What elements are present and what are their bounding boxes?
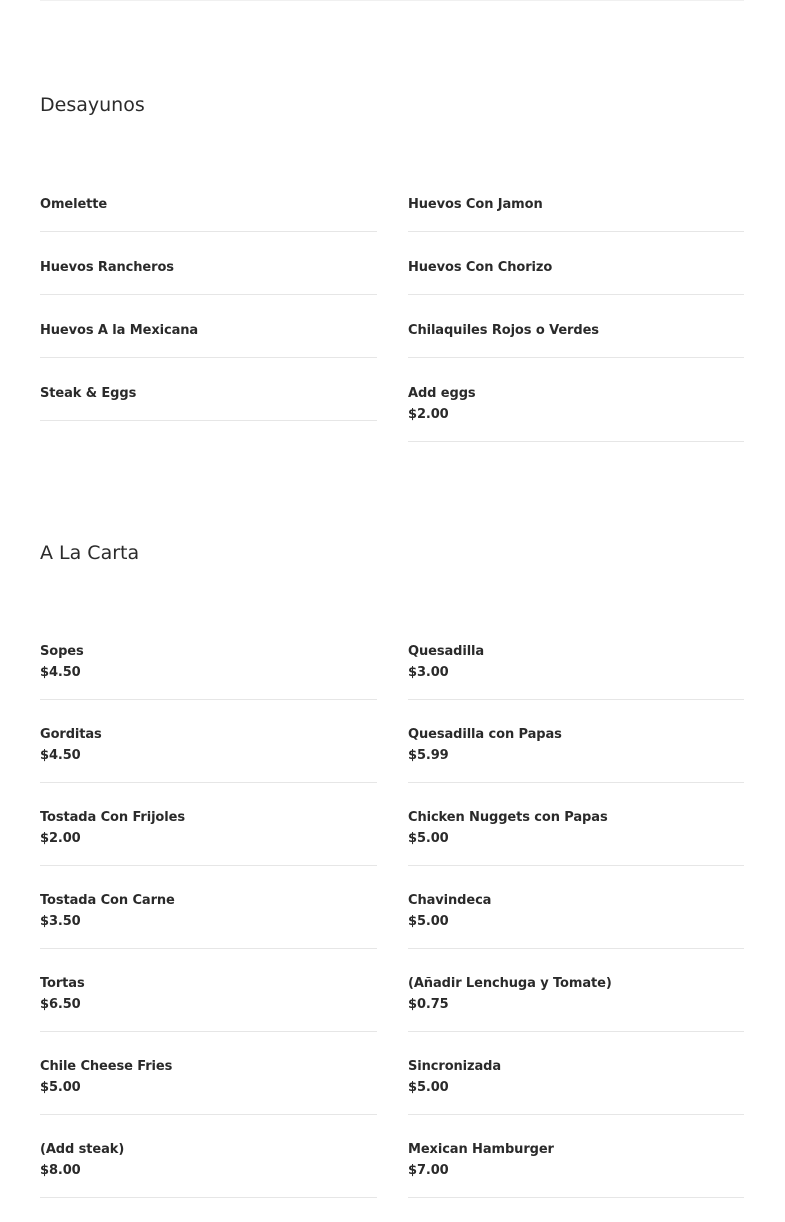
menu-column-left xyxy=(40,617,377,1198)
menu-item-price: $3.50 xyxy=(40,914,81,929)
menu-item xyxy=(40,783,377,866)
menu-item xyxy=(40,169,377,232)
menu-item-price: $2.00 xyxy=(40,831,81,846)
menu-item xyxy=(40,358,377,421)
menu-item xyxy=(408,1115,744,1198)
menu-item-name: (Añadir Lenchuga y Tomate) xyxy=(408,976,612,991)
menu-item-price: $4.50 xyxy=(40,665,81,680)
menu-item-name: Gorditas xyxy=(40,727,102,742)
menu-item-name: Add eggs xyxy=(408,386,476,401)
menu-item-name: Steak & Eggs xyxy=(40,386,137,401)
menu-item xyxy=(408,358,744,442)
menu-item-name: Omelette xyxy=(40,197,108,212)
section-title: Desayunos xyxy=(40,94,145,116)
menu-item-price: $2.00 xyxy=(408,407,449,422)
menu-item-price: $8.00 xyxy=(40,1163,81,1178)
menu-item xyxy=(408,866,744,949)
menu-item xyxy=(40,1032,377,1115)
menu-item-price: $5.00 xyxy=(408,1080,449,1095)
menu-item-name: Chile Cheese Fries xyxy=(40,1059,173,1074)
menu-item-name: Tostada Con Carne xyxy=(40,893,175,908)
menu-item-name: Quesadilla con Papas xyxy=(408,727,562,742)
menu-item-name: Huevos Con Jamon xyxy=(408,197,543,212)
menu-grid xyxy=(40,617,744,1198)
menu-item-name: Huevos Rancheros xyxy=(40,260,174,275)
menu-item xyxy=(408,169,744,232)
menu-column-left xyxy=(40,169,377,442)
section-title: A La Carta xyxy=(40,542,140,564)
menu-grid xyxy=(40,169,744,442)
menu-item-price: $5.00 xyxy=(408,914,449,929)
menu-item xyxy=(408,1032,744,1115)
menu-item xyxy=(408,232,744,295)
menu-item-name: Huevos Con Chorizo xyxy=(408,260,553,275)
menu-item-price: $4.50 xyxy=(40,748,81,763)
menu-column-right xyxy=(408,169,744,442)
menu-item xyxy=(40,232,377,295)
menu-item xyxy=(40,1115,377,1198)
menu-item xyxy=(40,700,377,783)
menu-item-name: Mexican Hamburger xyxy=(408,1142,554,1157)
menu-item-price: $6.50 xyxy=(40,997,81,1012)
top-divider xyxy=(40,0,744,1)
menu-item-name: Tostada Con Frijoles xyxy=(40,810,185,825)
menu-item xyxy=(40,295,377,358)
menu-item-price: $5.99 xyxy=(408,748,449,763)
menu-item xyxy=(408,949,744,1032)
menu-item-price: $3.00 xyxy=(408,665,449,680)
menu-item-name: Chilaquiles Rojos o Verdes xyxy=(408,323,599,338)
menu-item xyxy=(408,700,744,783)
menu-item xyxy=(40,617,377,700)
menu-item-name: Tortas xyxy=(40,976,85,991)
menu-item xyxy=(40,866,377,949)
menu-item-name: Chavindeca xyxy=(408,893,492,908)
menu-item-name: Chicken Nuggets con Papas xyxy=(408,810,608,825)
menu-item-name: Huevos A la Mexicana xyxy=(40,323,199,338)
menu-item xyxy=(408,617,744,700)
menu-item xyxy=(408,295,744,358)
menu-section-desayunos xyxy=(40,93,744,442)
menu-item xyxy=(40,949,377,1032)
menu-item xyxy=(408,783,744,866)
menu-item-price: $0.75 xyxy=(408,997,449,1012)
menu-column-right xyxy=(408,617,744,1198)
menu-item-name: Sopes xyxy=(40,644,84,659)
menu-section-a-la-carta xyxy=(40,541,744,1198)
menu-item-price: $5.00 xyxy=(40,1080,81,1095)
menu-item-name: (Add steak) xyxy=(40,1142,125,1157)
menu-item-name: Quesadilla xyxy=(408,644,485,659)
menu-item-price: $7.00 xyxy=(408,1163,449,1178)
menu-item-name: Sincronizada xyxy=(408,1059,502,1074)
menu-item-price: $5.00 xyxy=(408,831,449,846)
